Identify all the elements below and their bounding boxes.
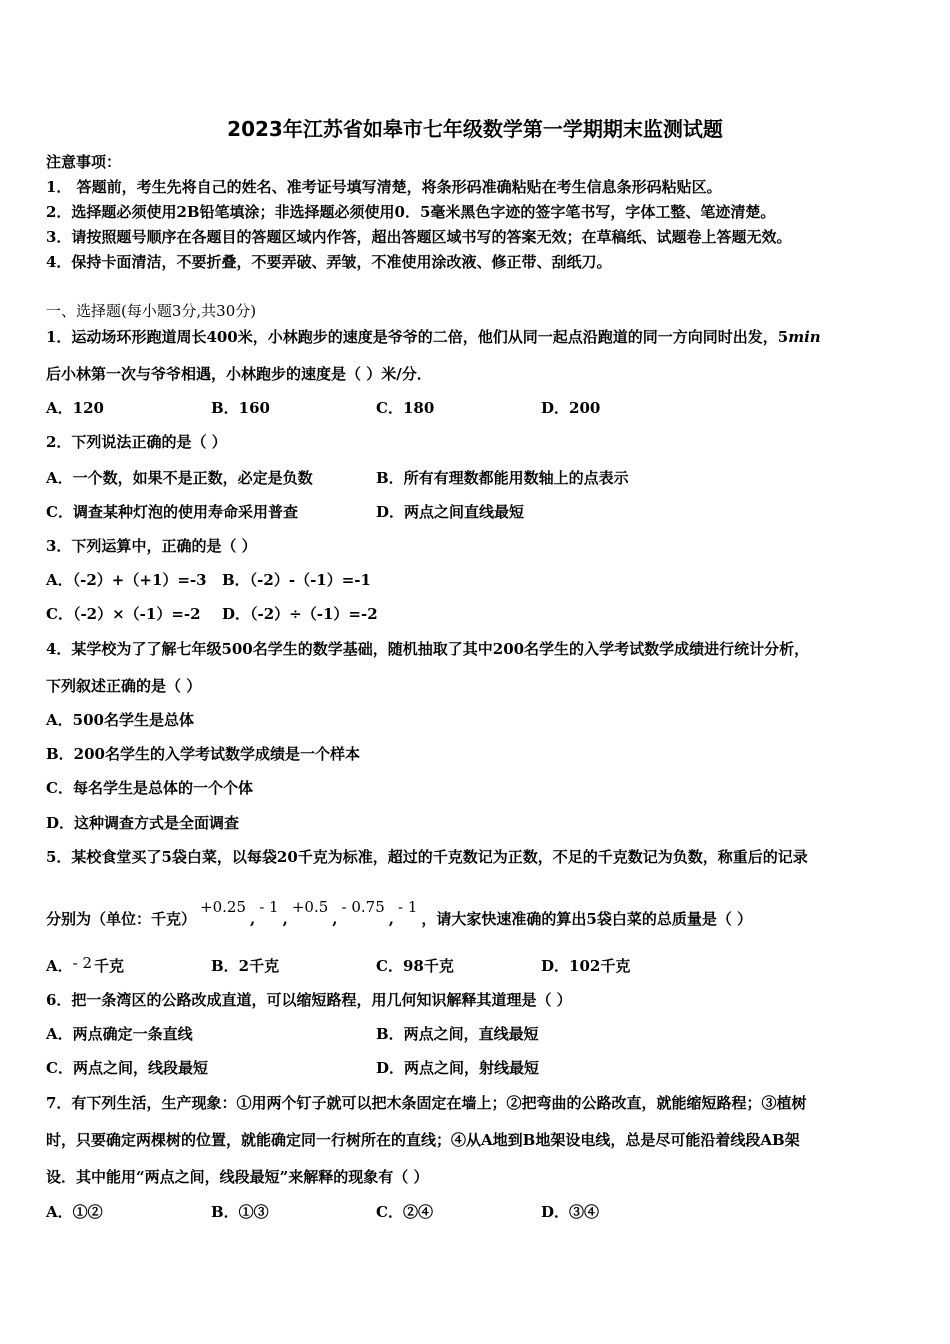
q1-option-b[interactable]: B．160 bbox=[211, 399, 270, 417]
q7-option-d[interactable]: D．③④ bbox=[541, 1203, 600, 1221]
notice-item: 3．请按照题号顺序在各题目的答题区域内作答，超出答题区域书写的答案无效；在草稿纸、试题卷上答题无效。 bbox=[46, 228, 792, 246]
q2-option-b[interactable]: B．所有有理数都能用数轴上的点表示 bbox=[376, 469, 629, 487]
question-7-stem-cont: 时，只要确定两棵树的位置，就能确定同一行树所在的直线；④从A地到B地架设电线，总是尽可能沿着线段AB架 bbox=[46, 1131, 800, 1149]
q6-option-d[interactable]: D．两点之间，射线最短 bbox=[376, 1059, 540, 1077]
q4-option-c[interactable]: C．每名学生是总体的一个个体 bbox=[46, 779, 253, 797]
q2-option-c[interactable]: C．调查某种灯泡的使用寿命采用普查 bbox=[46, 503, 298, 521]
page-title: 2023年江苏省如皋市七年级数学第一学期期末监测试题 bbox=[227, 117, 723, 141]
question-4-stem: 4．某学校为了了解七年级500名学生的数学基础，随机抽取了其中200名学生的入学考试数学成绩进行统计分析， bbox=[46, 640, 810, 658]
question-4-stem-cont: 下列叙述正确的是（ ） bbox=[46, 677, 202, 695]
question-7-stem: 7．有下列生活，生产现象：①用两个钉子就可以把木条固定在墙上；②把弯曲的公路改直，就能缩短路程；③植树 bbox=[46, 1094, 807, 1112]
question-5-stem: 5．某校食堂买了5袋白菜，以每袋20千克为标准，超过的千克数记为正数，不足的千克数记为负数，称重后的记录 bbox=[46, 848, 808, 866]
q5-value: - 1 bbox=[398, 898, 418, 916]
q3-option-b[interactable]: B．（-2）-（-1）=-1 bbox=[222, 571, 371, 589]
q5-value: +0.5 bbox=[291, 898, 329, 916]
question-2-stem: 2．下列说法正确的是（ ） bbox=[46, 433, 227, 451]
q5-value: +0.25 bbox=[200, 898, 246, 916]
q7-option-a[interactable]: A．①② bbox=[46, 1203, 103, 1221]
q5-value: - 1 bbox=[259, 898, 279, 916]
q3-option-c[interactable]: C．（-2）×（-1）=-2 bbox=[46, 605, 201, 623]
q7-option-b[interactable]: B．①③ bbox=[211, 1203, 269, 1221]
q5-prefix: 分别为（单位：千克） bbox=[46, 910, 197, 928]
q5-option-a-unit: 千克 bbox=[94, 957, 125, 975]
q6-option-c[interactable]: C．两点之间，线段最短 bbox=[46, 1059, 208, 1077]
q5-option-a[interactable]: A．- 2 千克 bbox=[46, 954, 125, 975]
q5-suffix: ，请大家快速准确的算出5袋白菜的总质量是（ ） bbox=[421, 910, 753, 928]
q5-option-b[interactable]: B．2千克 bbox=[211, 957, 280, 975]
q6-option-a[interactable]: A．两点确定一条直线 bbox=[46, 1025, 193, 1043]
question-3-stem: 3．下列运算中，正确的是（ ） bbox=[46, 537, 257, 555]
q3-option-d[interactable]: D．（-2）÷（-1）=-2 bbox=[222, 605, 378, 623]
question-7-stem-cont2: 设．其中能用“两点之间，线段最短”来解释的现象有（ ） bbox=[46, 1168, 429, 1186]
q5-option-d[interactable]: D．102千克 bbox=[541, 957, 631, 975]
notice-item: 2．选择题必须使用2B铅笔填涂；非选择题必须使用0．5毫米黑色字迹的签字笔书写，字体工整、笔迹清楚。 bbox=[46, 203, 776, 221]
q2-option-a[interactable]: A．一个数，如果不是正数，必定是负数 bbox=[46, 469, 313, 487]
q1-option-c[interactable]: C．180 bbox=[376, 399, 435, 417]
q1-option-d[interactable]: D．200 bbox=[541, 399, 601, 417]
question-1-unit: min bbox=[788, 328, 821, 346]
question-1-stem-cont: 后小林第一次与爷爷相遇，小林跑步的速度是（ ）米/分． bbox=[46, 365, 432, 383]
q5-option-c[interactable]: C．98千克 bbox=[376, 957, 454, 975]
q7-option-c[interactable]: C．②④ bbox=[376, 1203, 433, 1221]
q1-option-a[interactable]: A．120 bbox=[46, 399, 104, 417]
q4-option-a[interactable]: A．500名学生是总体 bbox=[46, 711, 194, 729]
q4-option-d[interactable]: D．这种调查方式是全面调查 bbox=[46, 814, 240, 832]
q6-option-b[interactable]: B．两点之间，直线最短 bbox=[376, 1025, 539, 1043]
question-1-stem bbox=[46, 327, 821, 347]
notice-heading: 注意事项： bbox=[46, 153, 122, 171]
question-6-stem: 6．把一条湾区的公路改成直道，可以缩短路程，用几何知识解释其道理是（ ） bbox=[46, 991, 572, 1009]
notice-item: 1． 答题前，考生先将自己的姓名、准考证号填写清楚，将条形码准确粘贴在考生信息条形码粘贴区。 bbox=[46, 178, 722, 196]
q5-value: - 0.75 bbox=[341, 898, 385, 916]
q5-option-a-value: - 2 bbox=[72, 954, 93, 972]
question-5-stem-cont: 分别为（单位：千克）+0.25,- 1,+0.5,- 0.75,- 1，请大家快速准确的算出5袋白菜的总质量是（ ） bbox=[46, 898, 753, 928]
q2-option-d[interactable]: D．两点之间直线最短 bbox=[376, 503, 525, 521]
notice-item: 4．保持卡面清洁，不要折叠，不要弄破、弄皱，不准使用涂改液、修正带、刮纸刀。 bbox=[46, 253, 612, 271]
q4-option-b[interactable]: B．200名学生的入学考试数学成绩是一个样本 bbox=[46, 745, 360, 763]
section-heading: 一、选择题(每小题3分,共30分) bbox=[46, 302, 257, 320]
question-1-text: 1．运动场环形跑道周长400米，小林跑步的速度是爷爷的二倍，他们从同一起点沿跑道的同一方向同时出发，5 bbox=[46, 328, 789, 346]
q3-option-a[interactable]: A．（-2）+（+1）=-3 bbox=[46, 571, 207, 589]
